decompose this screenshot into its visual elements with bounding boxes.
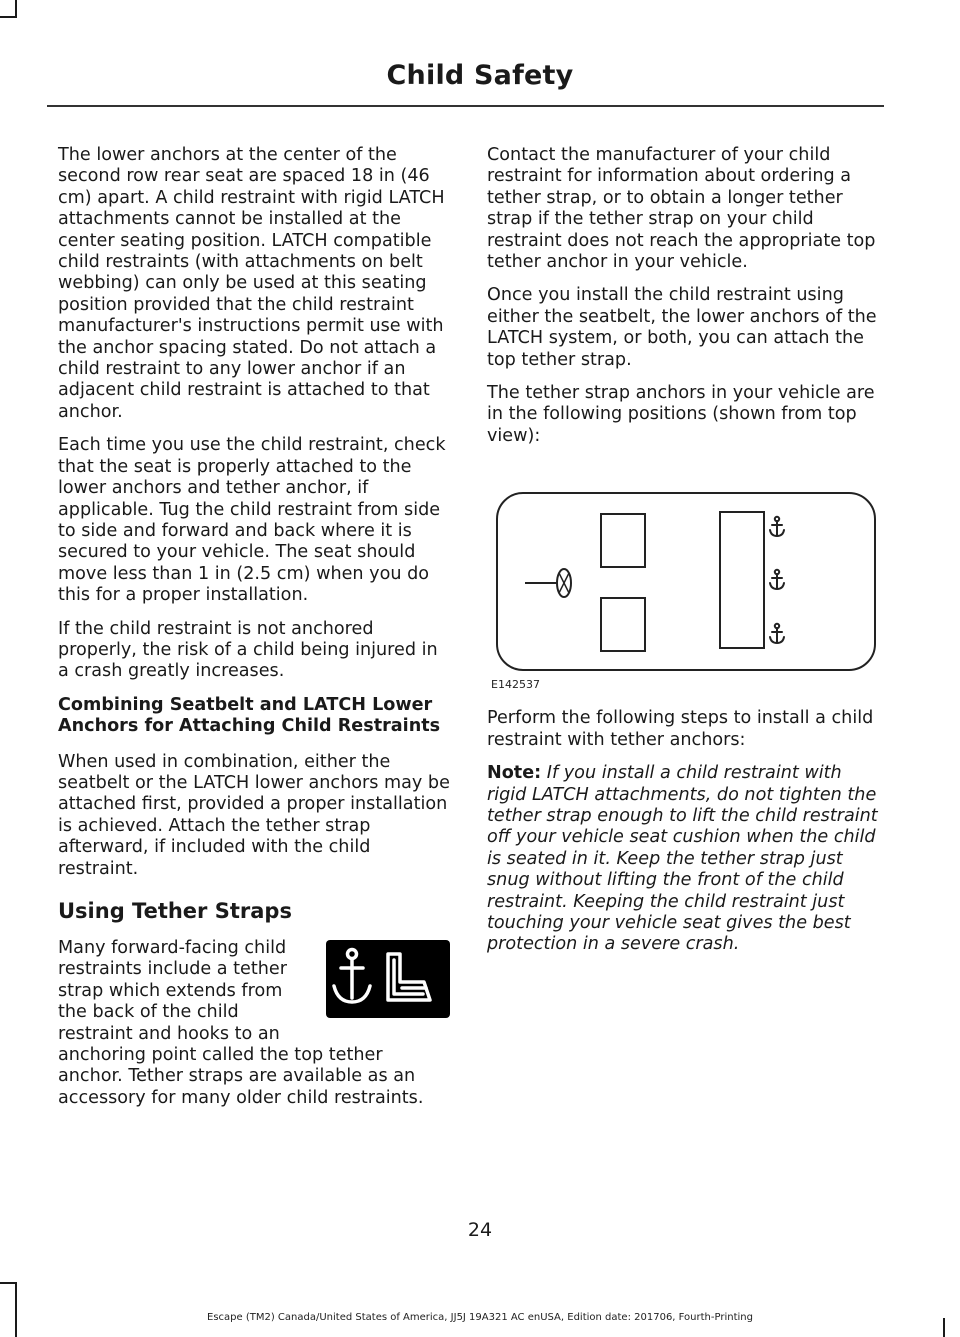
note <box>487 763 880 956</box>
footer-text: Escape (TM2) Canada/United States of America, JJ5J 19A321 AC enUSA, Edition date: 201706, Fourth-Printing <box>207 1312 753 1323</box>
crop-mark <box>15 1282 17 1337</box>
paragraph-with-icon <box>58 938 450 1109</box>
paragraph: The lower anchors at the center of the second row rear seat are spaced 18 in (46 cm) apart. A child restraint with rigid LATCH attachments cannot be installed at the center seating position. LATCH compatible child restraints (with attachments on belt webbing) can only be used at this seating position provided that the child restraint manufacturer's instructions permit use with the anchor spacing stated. Do not attach a child restraint to any lower anchor if an adjacent child restraint is attached to that anchor. <box>58 145 445 422</box>
paragraph: If the child restraint is not anchored properly, the risk of a child being injured in a crash greatly increases. <box>58 618 438 682</box>
paragraph: Once you install the child restraint using either the seatbelt, the lower anchors of the LATCH system, or both, you can attach the top tether strap. <box>487 285 877 370</box>
subheading: Combining Seatbelt and LATCH Lower Anchors for Attaching Child Restraints <box>58 694 441 737</box>
tether-anchor <box>770 570 784 589</box>
paragraph: The tether strap anchors in your vehicle are in the following positions (shown from top view): <box>487 383 875 446</box>
child-seat-tether-anchor-icon <box>326 940 450 1024</box>
page-title: Child Safety <box>386 60 574 91</box>
paragraph: Each time you use the child restraint, check that the seat is properly attached to the lower anchors and tether anchor, if applicable. Tug the child restraint from side to side and forward and back where it is secured to your vehicle. The seat should move less than 1 in (2.5 cm) when you do this for a proper installation. <box>58 435 446 606</box>
header-rule <box>47 105 884 107</box>
front-seat <box>601 514 645 567</box>
rear-bench-seat <box>720 512 764 648</box>
front-seat <box>601 598 645 651</box>
page-number: 24 <box>467 1219 493 1241</box>
paragraph-text: Many forward-facing child restraints include a tether strap which extends from the back of the child restraint and hooks to an anchoring point called the top tether anchor. Tether straps are available as an accessory for many older child restraints. <box>58 938 424 1108</box>
section-heading: Using Tether Straps <box>58 899 292 923</box>
crop-mark <box>0 16 17 18</box>
crop-mark <box>0 1282 17 1284</box>
paragraph: Perform the following steps to install a child restraint with tether anchors: <box>487 708 874 750</box>
right-column <box>487 145 880 968</box>
tether-anchor-diagram <box>487 461 880 696</box>
note-text: If you install a child restraint with rigid LATCH attachments, do not tighten the tether strap enough to lift the child restraint off your vehicle seat cushion when the child is seated in it. Keep the tether strap just snug without lifting the front of the child restraint. Keeping the child restraint just touching your vehicle seat gives the best protection in a severe crash. <box>487 763 878 955</box>
paragraph: When used in combination, either the seatbelt or the LATCH lower anchors may be attached first, provided a proper installation is achieved. Attach the tether strap afterward, if included with the child restraint. <box>58 751 450 879</box>
note-label: Note: <box>487 763 542 784</box>
tether-anchor <box>770 517 784 536</box>
vehicle-outline <box>497 493 875 670</box>
tether-anchor <box>770 624 784 643</box>
left-column <box>58 145 450 1121</box>
figure-id: E142537 <box>491 678 540 692</box>
paragraph: Contact the manufacturer of your child restraint for information about ordering a tether strap, or to obtain a longer tether strap if the tether strap on your child restraint does not reach the appropriate top tether anchor in your vehicle. <box>487 145 876 273</box>
